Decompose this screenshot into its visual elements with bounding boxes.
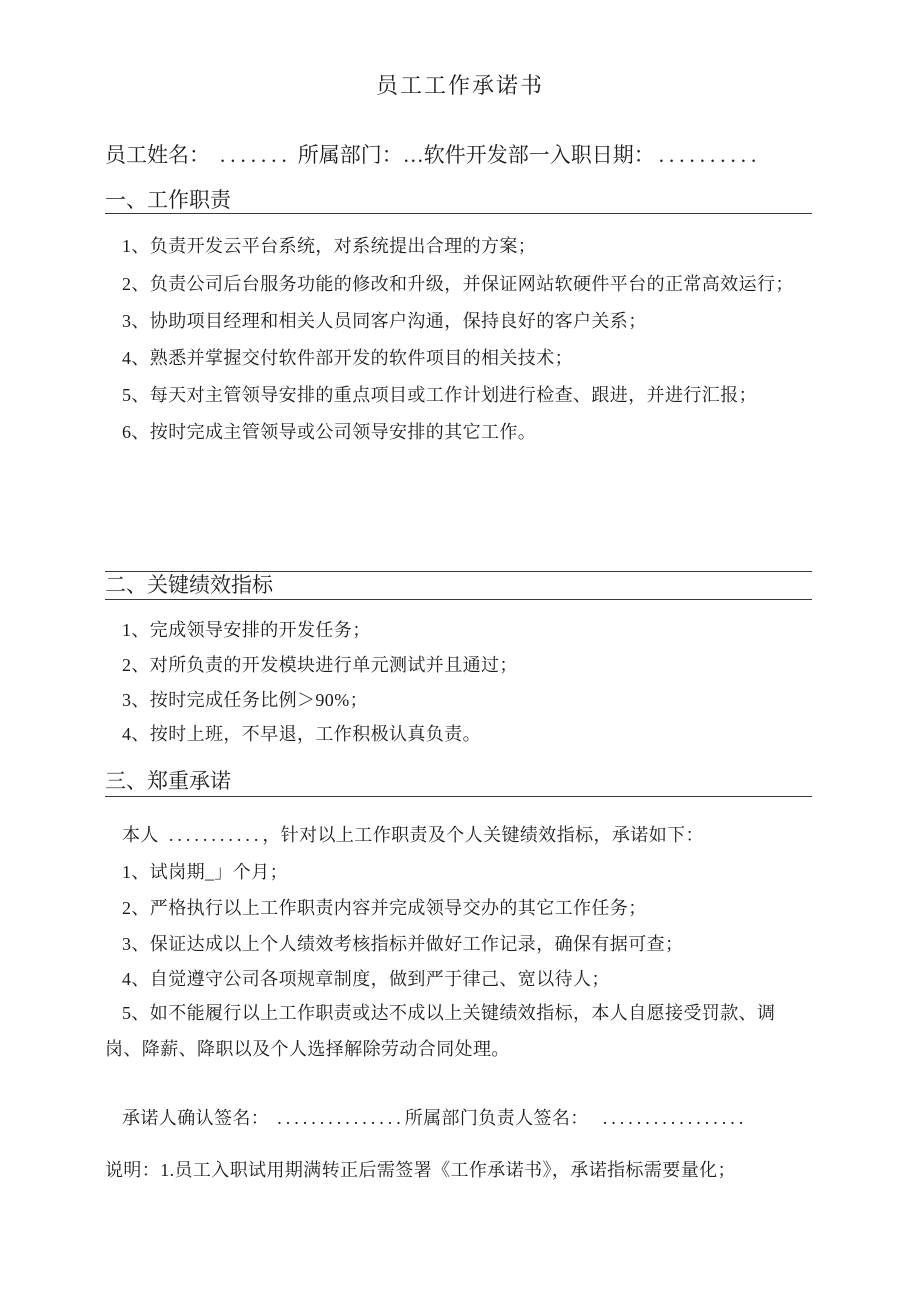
- entry-date-blank: ..........: [658, 143, 762, 167]
- document-note: 说明：1.员工入职试用期满转正后需签署《工作承诺书》，承诺指标需要量化；: [105, 1160, 736, 1180]
- section-heading-kpi: 二、关键绩效指标: [105, 573, 273, 597]
- department-label: 所属部门：: [297, 143, 403, 167]
- commitment-item-continuation: 岗、降薪、降职以及个人选择解除劳动合同处理。: [105, 1039, 510, 1059]
- section-heading-duties: 一、工作职责: [105, 188, 231, 212]
- department-value: …软件开发部一: [402, 143, 550, 167]
- duty-item: 4、熟悉并掌握交付软件部开发的软件项目的相关技术；: [122, 348, 573, 368]
- manager-signature-blank: .................: [602, 1108, 748, 1128]
- promisor-signature-label: 承诺人确认签名：: [122, 1108, 270, 1128]
- statement-suffix: ，针对以上工作职责及个人关键绩效指标，承诺如下：: [262, 825, 704, 845]
- signature-line: [122, 1106, 747, 1130]
- statement-name-blank: ...........: [168, 825, 263, 845]
- duty-item: 1、负责开发云平台系统，对系统提出合理的方案；: [122, 236, 537, 256]
- employee-info-line: [105, 141, 761, 169]
- document-title: 员工工作承诺书: [375, 73, 544, 98]
- promisor-signature-blank: ...............: [277, 1108, 405, 1128]
- duty-item: 2、负责公司后台服务功能的修改和升级，并保证网站软硬件平台的正常高效运行；: [122, 274, 794, 294]
- kpi-item: 4、按时上班，不早退，工作积极认真负责。: [122, 724, 481, 744]
- duty-item: 6、按时完成主管领导或公司领导安排的其它工作。: [122, 422, 537, 442]
- commitment-item: 1、试岗期_」个月；: [122, 862, 288, 882]
- duty-item: 5、每天对主管领导安排的重点项目或工作计划进行检查、跟进，并进行汇报；: [122, 385, 757, 405]
- commitment-item: 2、严格执行以上工作职责内容并完成领导交办的其它工作任务；: [122, 898, 647, 918]
- employee-name-label: 员工姓名：: [105, 143, 210, 167]
- duty-item: 3、协助项目经理和相关人员同客户沟通，保持良好的客户关系；: [122, 311, 647, 331]
- employee-name-blank: .......: [220, 143, 292, 167]
- section-rule: [105, 213, 812, 214]
- section-rule: [105, 796, 812, 797]
- section-rule: [105, 599, 812, 600]
- statement-prefix: 本人: [122, 825, 159, 845]
- commitment-item: 5、如不能履行以上工作职责或达不成以上关键绩效指标，本人自愿接受罚款、调: [122, 1003, 776, 1023]
- kpi-item: 1、完成领导安排的开发任务；: [122, 620, 371, 640]
- commitment-item: 3、保证达成以上个人绩效考核指标并做好工作记录，确保有据可查；: [122, 934, 684, 954]
- section-heading-commitment: 三、郑重承诺: [105, 769, 231, 793]
- entry-date-label: 入职日期：: [549, 143, 655, 167]
- manager-signature-label: 所属部门负责人签名：: [404, 1108, 589, 1128]
- commitment-item: 4、自觉遵守公司各项规章制度，做到严于律己、宽以待人；: [122, 969, 610, 989]
- commitment-statement: [122, 823, 704, 847]
- kpi-item: 2、对所负责的开发模块进行单元测试并且通过；: [122, 655, 518, 675]
- kpi-item: 3、按时完成任务比例＞90%；: [122, 690, 368, 710]
